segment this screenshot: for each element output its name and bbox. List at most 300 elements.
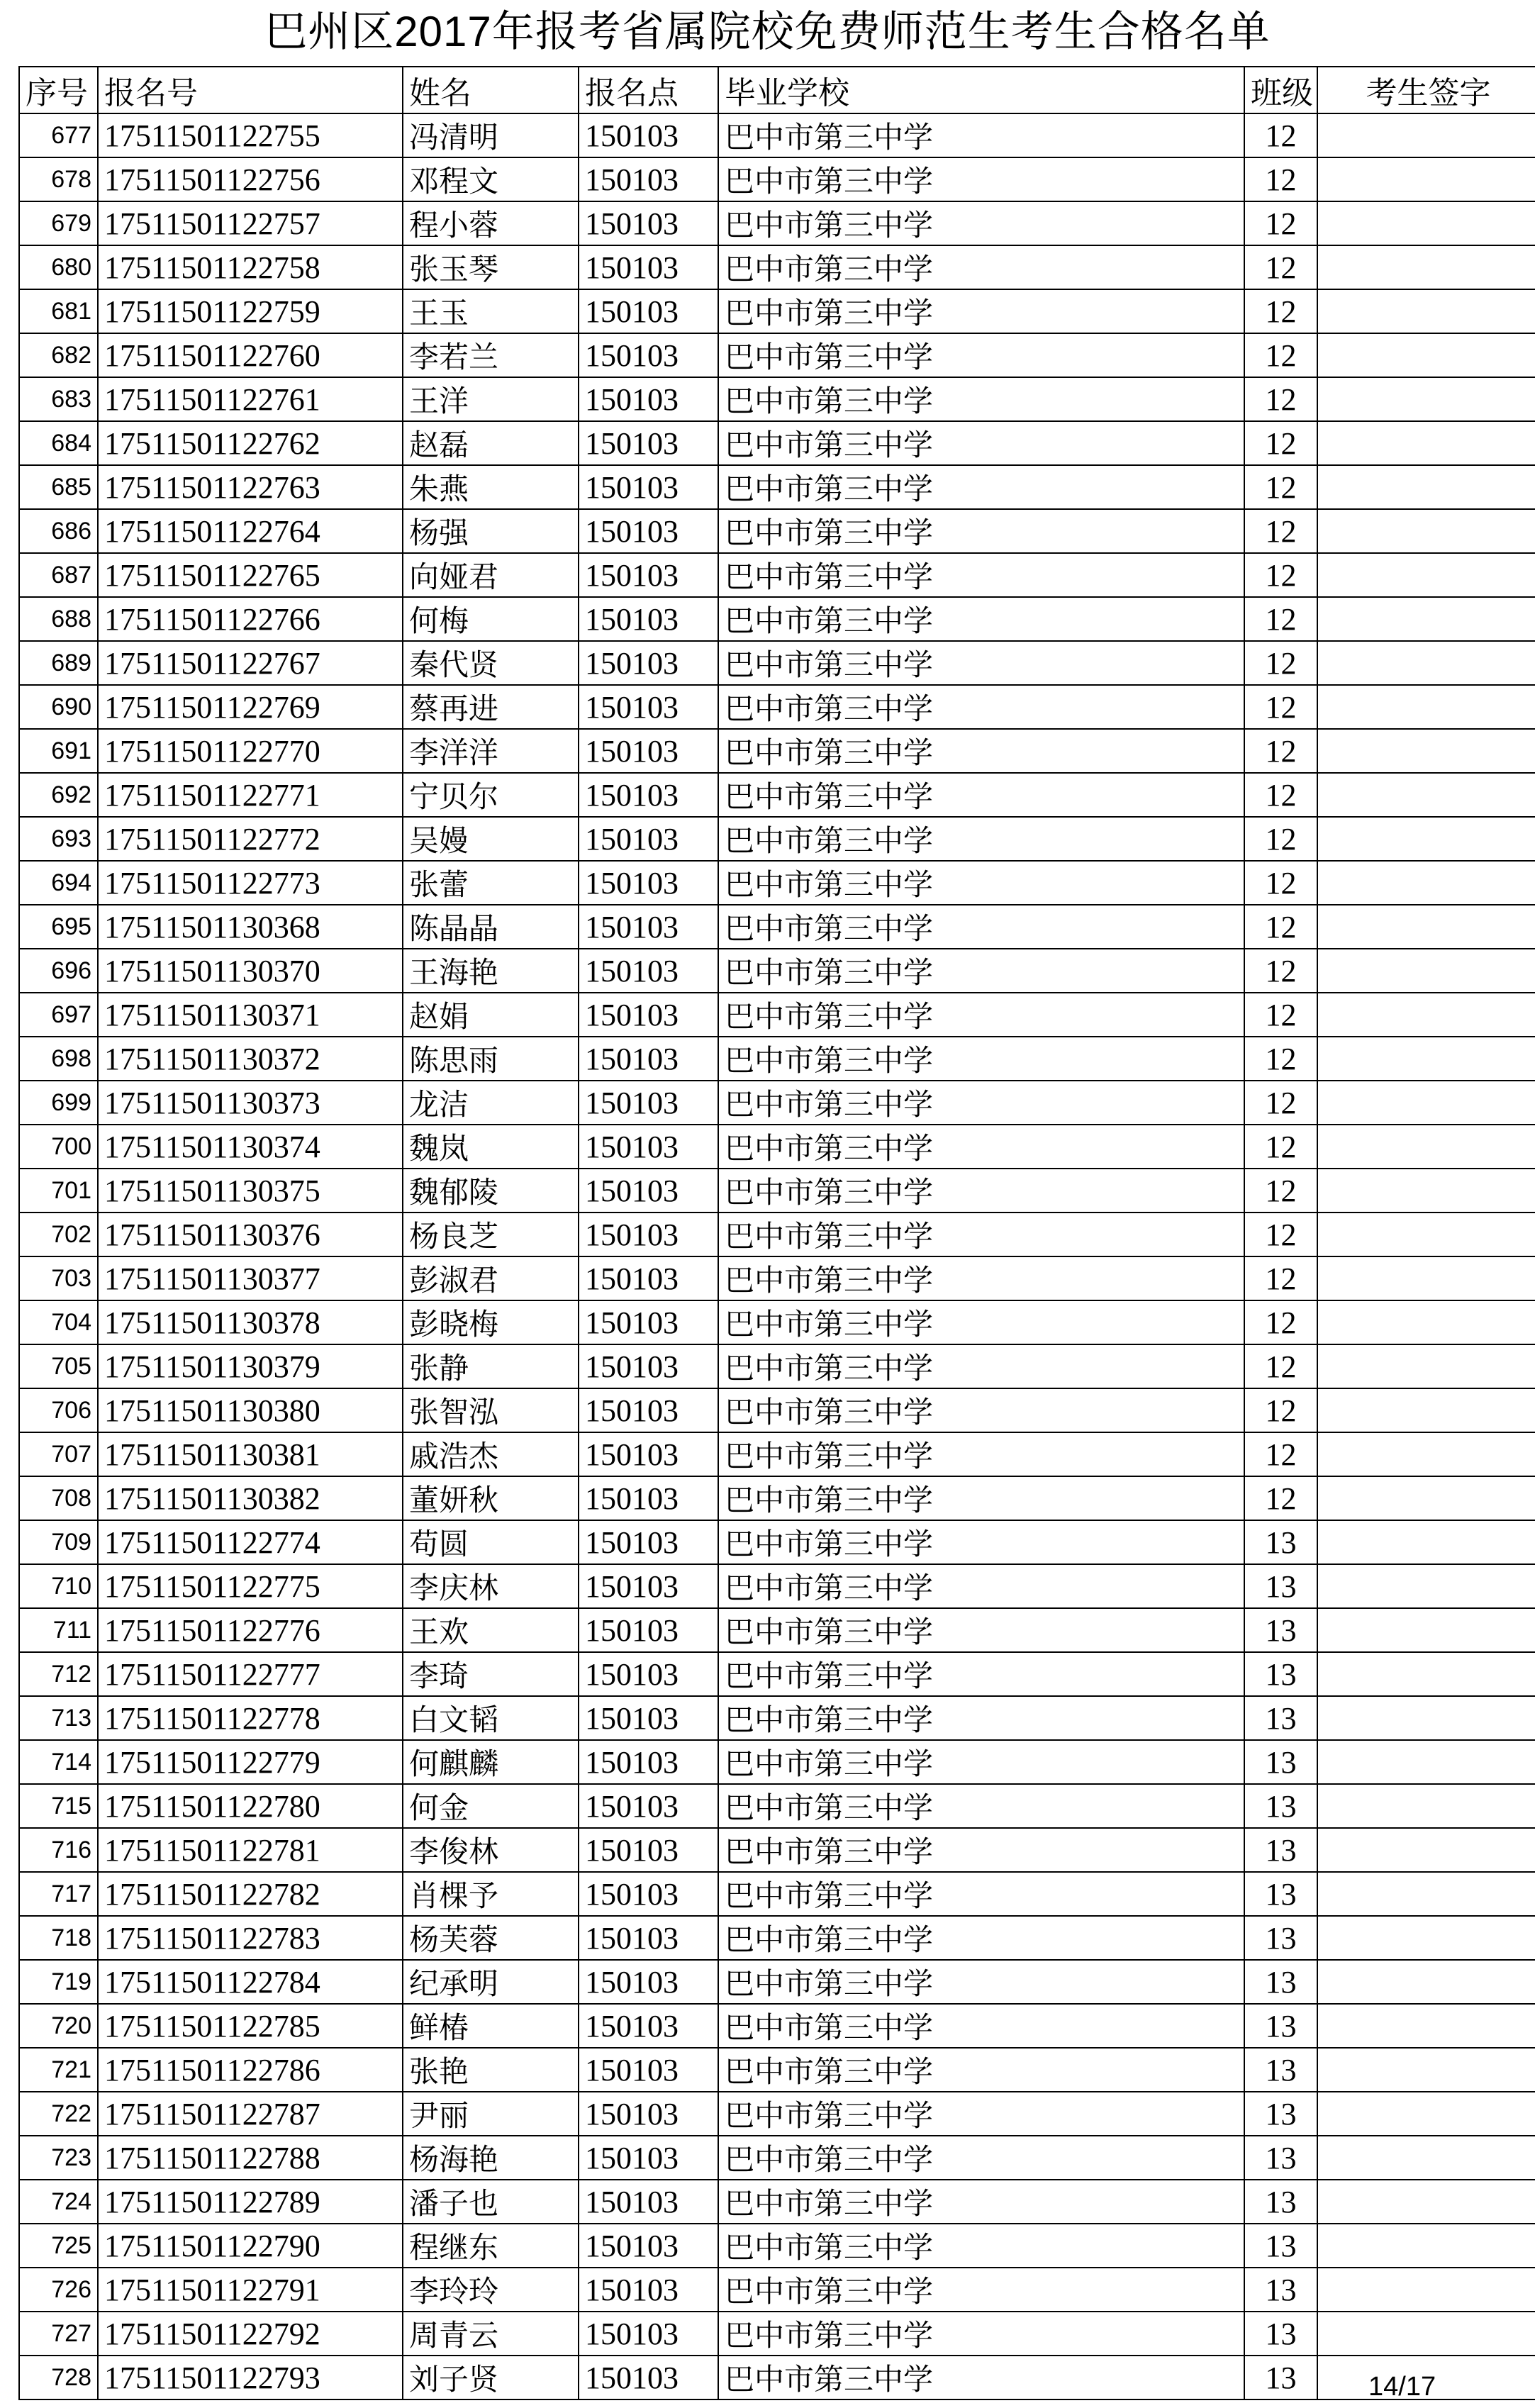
cell-school: 巴中市第三中学 (718, 729, 1244, 773)
cell-class: 12 (1244, 641, 1317, 685)
cell-class: 12 (1244, 377, 1317, 421)
cell-site: 150103 (579, 641, 718, 685)
cell-name: 向娅君 (403, 553, 579, 597)
cell-school: 巴中市第三中学 (718, 377, 1244, 421)
cell-name: 李琦 (403, 1652, 579, 1696)
cell-site: 150103 (579, 2180, 718, 2224)
table-row (19, 1520, 1535, 1564)
cell-site: 150103 (579, 905, 718, 949)
cell-signature (1317, 1037, 1535, 1081)
header-class: 班级 (1244, 67, 1317, 113)
cell-seq: 711 (19, 1608, 98, 1652)
cell-signature (1317, 553, 1535, 597)
cell-site: 150103 (579, 377, 718, 421)
cell-school: 巴中市第三中学 (718, 1960, 1244, 2004)
cell-seq: 706 (19, 1388, 98, 1432)
cell-signature (1317, 1388, 1535, 1432)
cell-reg-no: 17511501122787 (98, 2092, 403, 2136)
cell-name: 王洋 (403, 377, 579, 421)
cell-signature (1317, 729, 1535, 773)
cell-school: 巴中市第三中学 (718, 993, 1244, 1037)
cell-signature (1317, 509, 1535, 553)
cell-site: 150103 (579, 685, 718, 729)
table-row (19, 993, 1535, 1037)
cell-school: 巴中市第三中学 (718, 1520, 1244, 1564)
cell-school: 巴中市第三中学 (718, 1300, 1244, 1344)
cell-signature (1317, 333, 1535, 377)
cell-signature (1317, 2004, 1535, 2048)
cell-name: 冯清明 (403, 113, 579, 157)
cell-school: 巴中市第三中学 (718, 1652, 1244, 1696)
cell-seq: 687 (19, 553, 98, 597)
cell-class: 13 (1244, 2048, 1317, 2092)
cell-site: 150103 (579, 1608, 718, 1652)
cell-name: 张蕾 (403, 861, 579, 905)
cell-class: 12 (1244, 1388, 1317, 1432)
cell-school: 巴中市第三中学 (718, 1432, 1244, 1476)
cell-school: 巴中市第三中学 (718, 1213, 1244, 1256)
table-row (19, 1213, 1535, 1256)
cell-site: 150103 (579, 1256, 718, 1300)
cell-school: 巴中市第三中学 (718, 157, 1244, 201)
table-row (19, 201, 1535, 245)
table-row (19, 245, 1535, 289)
cell-school: 巴中市第三中学 (718, 1828, 1244, 1872)
cell-site: 150103 (579, 1344, 718, 1388)
cell-signature (1317, 949, 1535, 993)
cell-seq: 694 (19, 861, 98, 905)
cell-seq: 712 (19, 1652, 98, 1696)
cell-seq: 680 (19, 245, 98, 289)
cell-seq: 690 (19, 685, 98, 729)
cell-class: 12 (1244, 289, 1317, 333)
cell-school: 巴中市第三中学 (718, 2224, 1244, 2268)
cell-name: 吴嫚 (403, 817, 579, 861)
cell-reg-no: 17511501122773 (98, 861, 403, 905)
table-row (19, 113, 1535, 157)
cell-signature (1317, 2136, 1535, 2180)
cell-reg-no: 17511501122786 (98, 2048, 403, 2092)
cell-reg-no: 17511501130368 (98, 905, 403, 949)
cell-seq: 700 (19, 1125, 98, 1169)
cell-seq: 708 (19, 1476, 98, 1520)
cell-reg-no: 17511501122778 (98, 1696, 403, 1740)
cell-class: 13 (1244, 2136, 1317, 2180)
cell-name: 杨强 (403, 509, 579, 553)
cell-class: 13 (1244, 2268, 1317, 2312)
cell-signature (1317, 2224, 1535, 2268)
cell-class: 13 (1244, 1564, 1317, 1608)
cell-class: 12 (1244, 421, 1317, 465)
cell-school: 巴中市第三中学 (718, 685, 1244, 729)
cell-class: 13 (1244, 2180, 1317, 2224)
cell-name: 尹丽 (403, 2092, 579, 2136)
cell-reg-no: 17511501122788 (98, 2136, 403, 2180)
cell-reg-no: 17511501130379 (98, 1344, 403, 1388)
cell-site: 150103 (579, 2136, 718, 2180)
cell-reg-no: 17511501122761 (98, 377, 403, 421)
cell-school: 巴中市第三中学 (718, 641, 1244, 685)
cell-signature (1317, 1476, 1535, 1520)
table-row (19, 2004, 1535, 2048)
cell-school: 巴中市第三中学 (718, 1564, 1244, 1608)
cell-signature (1317, 113, 1535, 157)
cell-school: 巴中市第三中学 (718, 1388, 1244, 1432)
cell-site: 150103 (579, 1169, 718, 1213)
cell-name: 白文韬 (403, 1696, 579, 1740)
cell-seq: 716 (19, 1828, 98, 1872)
cell-reg-no: 17511501130370 (98, 949, 403, 993)
cell-signature (1317, 1652, 1535, 1696)
header-reg-no: 报名号 (98, 67, 403, 113)
cell-class: 12 (1244, 465, 1317, 509)
cell-seq: 689 (19, 641, 98, 685)
cell-class: 12 (1244, 509, 1317, 553)
cell-signature (1317, 1960, 1535, 2004)
cell-reg-no: 17511501130372 (98, 1037, 403, 1081)
table-row (19, 773, 1535, 817)
cell-school: 巴中市第三中学 (718, 245, 1244, 289)
cell-seq: 683 (19, 377, 98, 421)
table-row (19, 1564, 1535, 1608)
cell-name: 张静 (403, 1344, 579, 1388)
cell-reg-no: 17511501122771 (98, 773, 403, 817)
cell-seq: 727 (19, 2312, 98, 2356)
cell-site: 150103 (579, 157, 718, 201)
cell-reg-no: 17511501122757 (98, 201, 403, 245)
cell-name: 王欢 (403, 1608, 579, 1652)
cell-school: 巴中市第三中学 (718, 1344, 1244, 1388)
cell-name: 李玲玲 (403, 2268, 579, 2312)
table-row (19, 2180, 1535, 2224)
cell-reg-no: 17511501122763 (98, 465, 403, 509)
cell-school: 巴中市第三中学 (718, 509, 1244, 553)
cell-site: 150103 (579, 509, 718, 553)
cell-seq: 715 (19, 1784, 98, 1828)
cell-site: 150103 (579, 201, 718, 245)
cell-signature (1317, 1916, 1535, 1960)
cell-site: 150103 (579, 861, 718, 905)
cell-seq: 696 (19, 949, 98, 993)
table-row (19, 1169, 1535, 1213)
cell-reg-no: 17511501122777 (98, 1652, 403, 1696)
cell-reg-no: 17511501122767 (98, 641, 403, 685)
cell-signature (1317, 1784, 1535, 1828)
cell-class: 12 (1244, 1476, 1317, 1520)
table-row (19, 2224, 1535, 2268)
cell-class: 13 (1244, 2004, 1317, 2048)
cell-seq: 710 (19, 1564, 98, 1608)
cell-reg-no: 17511501122783 (98, 1916, 403, 1960)
cell-seq: 692 (19, 773, 98, 817)
cell-class: 13 (1244, 1960, 1317, 2004)
cell-seq: 726 (19, 2268, 98, 2312)
cell-class: 13 (1244, 1828, 1317, 1872)
cell-site: 150103 (579, 1828, 718, 1872)
cell-reg-no: 17511501130374 (98, 1125, 403, 1169)
cell-reg-no: 17511501122774 (98, 1520, 403, 1564)
cell-reg-no: 17511501130376 (98, 1213, 403, 1256)
table-row (19, 1256, 1535, 1300)
cell-site: 150103 (579, 1696, 718, 1740)
cell-class: 13 (1244, 1872, 1317, 1916)
cell-reg-no: 17511501122779 (98, 1740, 403, 1784)
cell-school: 巴中市第三中学 (718, 861, 1244, 905)
cell-site: 150103 (579, 465, 718, 509)
cell-class: 13 (1244, 2092, 1317, 2136)
table-row (19, 1960, 1535, 2004)
cell-seq: 718 (19, 1916, 98, 1960)
cell-class: 13 (1244, 1652, 1317, 1696)
cell-signature (1317, 597, 1535, 641)
table-header-row (19, 67, 1535, 113)
cell-site: 150103 (579, 1960, 718, 2004)
cell-school: 巴中市第三中学 (718, 1916, 1244, 1960)
cell-seq: 697 (19, 993, 98, 1037)
cell-school: 巴中市第三中学 (718, 773, 1244, 817)
cell-site: 150103 (579, 1872, 718, 1916)
cell-site: 150103 (579, 2004, 718, 2048)
cell-school: 巴中市第三中学 (718, 2136, 1244, 2180)
cell-school: 巴中市第三中学 (718, 2268, 1244, 2312)
cell-seq: 703 (19, 1256, 98, 1300)
cell-reg-no: 17511501130373 (98, 1081, 403, 1125)
header-seq: 序号 (19, 67, 98, 113)
cell-school: 巴中市第三中学 (718, 201, 1244, 245)
cell-school: 巴中市第三中学 (718, 1740, 1244, 1784)
cell-name: 王海艳 (403, 949, 579, 993)
cell-signature (1317, 1520, 1535, 1564)
cell-signature (1317, 641, 1535, 685)
cell-name: 秦代贤 (403, 641, 579, 685)
cell-name: 魏岚 (403, 1125, 579, 1169)
cell-reg-no: 17511501122758 (98, 245, 403, 289)
cell-reg-no: 17511501122784 (98, 1960, 403, 2004)
table-row (19, 465, 1535, 509)
cell-name: 杨良芝 (403, 1213, 579, 1256)
table-row (19, 509, 1535, 553)
cell-signature (1317, 2312, 1535, 2356)
cell-class: 12 (1244, 905, 1317, 949)
cell-signature (1317, 1344, 1535, 1388)
cell-class: 12 (1244, 1344, 1317, 1388)
cell-signature (1317, 2268, 1535, 2312)
cell-site: 150103 (579, 1916, 718, 1960)
cell-seq: 678 (19, 157, 98, 201)
cell-reg-no: 17511501122791 (98, 2268, 403, 2312)
cell-signature (1317, 2092, 1535, 2136)
table-row (19, 1652, 1535, 1696)
table-row (19, 157, 1535, 201)
cell-school: 巴中市第三中学 (718, 1872, 1244, 1916)
cell-site: 150103 (579, 2312, 718, 2356)
cell-name: 纪承明 (403, 1960, 579, 2004)
cell-seq: 705 (19, 1344, 98, 1388)
cell-seq: 719 (19, 1960, 98, 2004)
table-row (19, 1696, 1535, 1740)
cell-site: 150103 (579, 1564, 718, 1608)
cell-site: 150103 (579, 1125, 718, 1169)
table-row (19, 2048, 1535, 2092)
cell-school: 巴中市第三中学 (718, 2004, 1244, 2048)
cell-seq: 722 (19, 2092, 98, 2136)
cell-class: 13 (1244, 2224, 1317, 2268)
cell-site: 150103 (579, 2048, 718, 2092)
cell-site: 150103 (579, 2356, 718, 2399)
cell-seq: 684 (19, 421, 98, 465)
cell-site: 150103 (579, 1652, 718, 1696)
cell-name: 刘子贤 (403, 2356, 579, 2399)
cell-school: 巴中市第三中学 (718, 2180, 1244, 2224)
cell-name: 张智泓 (403, 1388, 579, 1432)
table-row (19, 2136, 1535, 2180)
cell-signature (1317, 1213, 1535, 1256)
cell-reg-no: 17511501122772 (98, 817, 403, 861)
cell-seq: 681 (19, 289, 98, 333)
cell-site: 150103 (579, 1388, 718, 1432)
cell-name: 程小蓉 (403, 201, 579, 245)
cell-class: 12 (1244, 861, 1317, 905)
cell-class: 12 (1244, 1432, 1317, 1476)
cell-school: 巴中市第三中学 (718, 2048, 1244, 2092)
cell-school: 巴中市第三中学 (718, 1476, 1244, 1520)
cell-reg-no: 17511501122759 (98, 289, 403, 333)
cell-seq: 717 (19, 1872, 98, 1916)
cell-site: 150103 (579, 1740, 718, 1784)
cell-reg-no: 17511501122760 (98, 333, 403, 377)
cell-reg-no: 17511501122789 (98, 2180, 403, 2224)
cell-site: 150103 (579, 245, 718, 289)
cell-school: 巴中市第三中学 (718, 2356, 1244, 2399)
cell-signature (1317, 1872, 1535, 1916)
cell-site: 150103 (579, 993, 718, 1037)
cell-reg-no: 17511501130381 (98, 1432, 403, 1476)
cell-school: 巴中市第三中学 (718, 1081, 1244, 1125)
cell-name: 龙洁 (403, 1081, 579, 1125)
cell-class: 12 (1244, 993, 1317, 1037)
cell-signature (1317, 1300, 1535, 1344)
cell-reg-no: 17511501122764 (98, 509, 403, 553)
cell-class: 12 (1244, 1300, 1317, 1344)
cell-name: 张艳 (403, 2048, 579, 2092)
header-school: 毕业学校 (718, 67, 1244, 113)
cell-reg-no: 17511501122790 (98, 2224, 403, 2268)
cell-name: 赵娟 (403, 993, 579, 1037)
table-row (19, 553, 1535, 597)
cell-seq: 707 (19, 1432, 98, 1476)
cell-reg-no: 17511501130371 (98, 993, 403, 1037)
cell-reg-no: 17511501122781 (98, 1828, 403, 1872)
cell-reg-no: 17511501122793 (98, 2356, 403, 2399)
cell-signature (1317, 1432, 1535, 1476)
cell-seq: 688 (19, 597, 98, 641)
cell-signature (1317, 289, 1535, 333)
table-row (19, 1828, 1535, 1872)
cell-name: 鲜椿 (403, 2004, 579, 2048)
table-row (19, 1081, 1535, 1125)
table-row (19, 949, 1535, 993)
cell-seq: 701 (19, 1169, 98, 1213)
cell-seq: 699 (19, 1081, 98, 1125)
cell-site: 150103 (579, 113, 718, 157)
cell-site: 150103 (579, 553, 718, 597)
cell-school: 巴中市第三中学 (718, 465, 1244, 509)
cell-site: 150103 (579, 1520, 718, 1564)
cell-name: 苟圆 (403, 1520, 579, 1564)
cell-name: 戚浩杰 (403, 1432, 579, 1476)
table-row (19, 1872, 1535, 1916)
cell-school: 巴中市第三中学 (718, 333, 1244, 377)
document-title: 巴州区2017年报考省属院校免费师范生考生合格名单 (264, 8, 1271, 55)
cell-seq: 725 (19, 2224, 98, 2268)
cell-class: 12 (1244, 1037, 1317, 1081)
cell-site: 150103 (579, 1037, 718, 1081)
header-name: 姓名 (403, 67, 579, 113)
cell-school: 巴中市第三中学 (718, 1256, 1244, 1300)
cell-class: 12 (1244, 597, 1317, 641)
table-row (19, 1037, 1535, 1081)
cell-signature (1317, 1828, 1535, 1872)
cell-name: 杨芙蓉 (403, 1916, 579, 1960)
cell-school: 巴中市第三中学 (718, 2312, 1244, 2356)
cell-school: 巴中市第三中学 (718, 1784, 1244, 1828)
cell-site: 150103 (579, 817, 718, 861)
cell-seq: 723 (19, 2136, 98, 2180)
table-row (19, 861, 1535, 905)
cell-name: 何金 (403, 1784, 579, 1828)
cell-seq: 695 (19, 905, 98, 949)
cell-name: 杨海艳 (403, 2136, 579, 2180)
cell-school: 巴中市第三中学 (718, 289, 1244, 333)
cell-school: 巴中市第三中学 (718, 817, 1244, 861)
cell-name: 李俊林 (403, 1828, 579, 1872)
cell-name: 潘子也 (403, 2180, 579, 2224)
cell-signature (1317, 1740, 1535, 1784)
cell-signature (1317, 1564, 1535, 1608)
cell-seq: 714 (19, 1740, 98, 1784)
cell-seq: 698 (19, 1037, 98, 1081)
cell-signature (1317, 1169, 1535, 1213)
cell-site: 150103 (579, 1432, 718, 1476)
candidate-table (18, 66, 1535, 2400)
cell-class: 12 (1244, 685, 1317, 729)
cell-name: 宁贝尔 (403, 773, 579, 817)
cell-reg-no: 17511501122775 (98, 1564, 403, 1608)
cell-class: 12 (1244, 333, 1317, 377)
cell-seq: 728 (19, 2356, 98, 2399)
cell-name: 王玉 (403, 289, 579, 333)
table-row (19, 1432, 1535, 1476)
header-site: 报名点 (579, 67, 718, 113)
table-row (19, 421, 1535, 465)
cell-site: 150103 (579, 949, 718, 993)
cell-name: 蔡再进 (403, 685, 579, 729)
cell-signature (1317, 421, 1535, 465)
cell-reg-no: 17511501130378 (98, 1300, 403, 1344)
table-row (19, 2356, 1535, 2399)
cell-name: 李若兰 (403, 333, 579, 377)
cell-seq: 691 (19, 729, 98, 773)
cell-reg-no: 17511501122765 (98, 553, 403, 597)
cell-signature (1317, 465, 1535, 509)
cell-site: 150103 (579, 2268, 718, 2312)
cell-class: 12 (1244, 1213, 1317, 1256)
cell-seq: 724 (19, 2180, 98, 2224)
cell-site: 150103 (579, 333, 718, 377)
cell-site: 150103 (579, 1081, 718, 1125)
table-row (19, 1916, 1535, 1960)
cell-signature (1317, 685, 1535, 729)
